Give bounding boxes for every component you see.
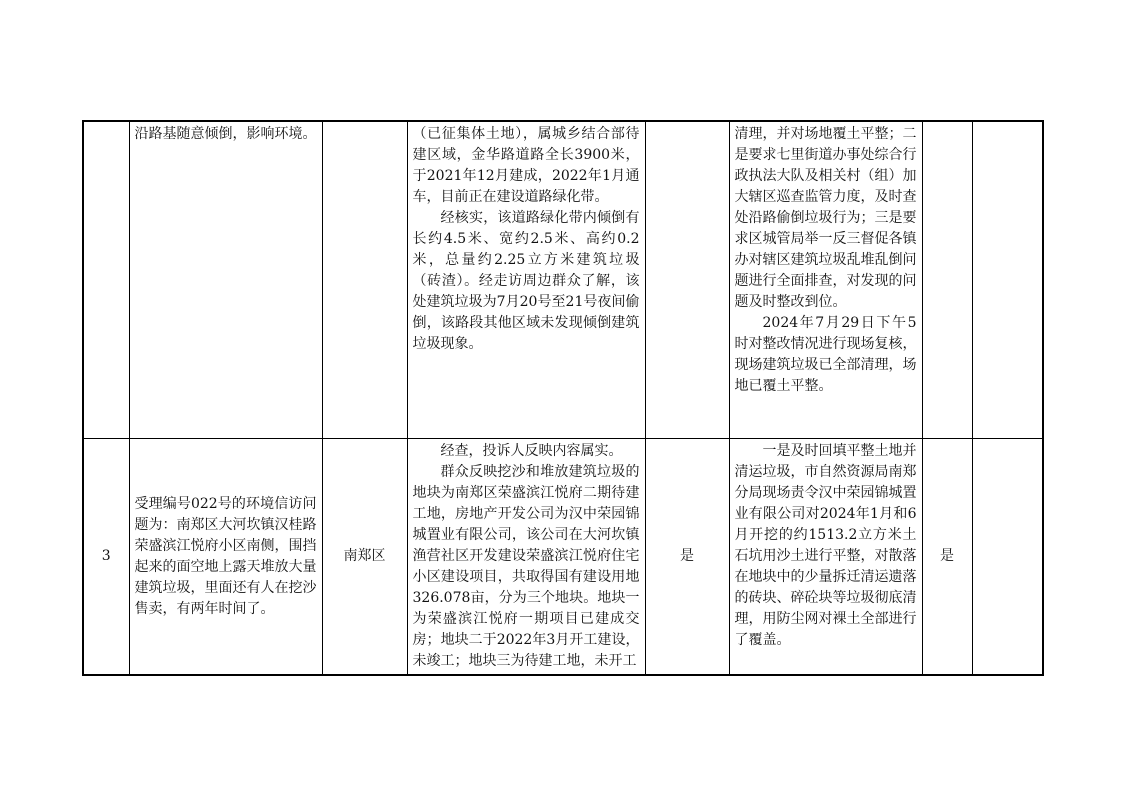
findings-paragraph: 经核实，该道路绿化带内倾倒有长约4.5米、宽约2.5米、高约0.2米，总量约2.25立方米建筑垃圾（砖渣）。经走访周边群众了解，该处建筑垃圾为7月20号至21号夜间偷倒，该路段其他区域未发现倾倒建筑垃圾现象。: [412, 210, 640, 352]
issue-text: 沿路基随意倾倒，影响环境。: [134, 126, 317, 142]
findings-paragraph: 经查，投诉人反映内容属实。: [440, 443, 623, 459]
table-row: [83, 439, 1043, 676]
findings-paragraph: （已征集体土地），属城乡结合部待建区域，金华路道路全长3900米，于2021年12月建成，2022年1月通车，目前正在建设道路绿化带。: [412, 126, 640, 205]
complaint-table: [82, 120, 1044, 676]
table-row: [83, 121, 1043, 439]
rectification-cell: [729, 121, 922, 439]
issue-text: 受理编号022号的环境信访问题为：南郑区大河坎镇汉桂路荣盛滨江悦府小区南侧，围挡起来的面空地上露天堆放大量建筑垃圾，里面还有人在挖沙售卖，有两年时间了。: [134, 495, 317, 617]
verified-cell: 是: [645, 439, 729, 676]
district-cell: [322, 121, 407, 439]
findings-cell: [407, 439, 645, 676]
findings-paragraph: 群众反映挖沙和堆放建筑垃圾的地块为南郑区荣盛滨江悦府二期待建工地，房地产开发公司为汉中荣园锦城置业有限公司，该公司在大河坎镇渔营社区开发建设荣盛滨江悦府住宅小区建设项目，共取得国有建设用地326.078亩，分为三个地块。地块一为荣盛滨江悦府一期项目已建成交房；地块二于2022年3月开工建设，未竣工；地块三为待建工地，未开工: [412, 464, 640, 669]
row-number: [83, 121, 129, 439]
notes-cell: [972, 439, 1043, 676]
notes-cell: [972, 121, 1043, 439]
rectification-cell: [729, 439, 922, 676]
issue-cell: [129, 439, 322, 676]
rectification-paragraph: 一是及时回填平整土地并清运垃圾，市自然资源局南郑分局现场责令汉中荣园锦城置业有限公司对2024年1月和6月开挖的约1513.2立方米土石坑用沙土进行平整，对散落在地块中的少量拆迁清运遗落的砖块、碎砼块等垃圾彻底清理，用防尘网对裸土全部进行了覆盖。: [734, 443, 917, 648]
verified-cell: [645, 121, 729, 439]
district-cell: 南郑区: [322, 439, 407, 676]
rectification-paragraph: 2024年7月29日下午5时对整改情况进行现场复核，现场建筑垃圾已全部清理，场地已覆土平整。: [734, 315, 917, 394]
completed-cell: [922, 121, 972, 439]
findings-cell: [407, 121, 645, 439]
issue-cell: [129, 121, 322, 439]
row-number: 3: [83, 439, 129, 676]
completed-cell: 是: [922, 439, 972, 676]
rectification-paragraph: 清理，并对场地覆土平整；二是要求七里街道办事处综合行政执法大队及相关村（组）加大辖区巡查监管力度，及时查处沿路偷倒垃圾行为；三是要求区城管局举一反三督促各镇办对辖区建筑垃圾乱堆乱倒问题进行全面排查，对发现的问题及时整改到位。: [734, 126, 917, 310]
